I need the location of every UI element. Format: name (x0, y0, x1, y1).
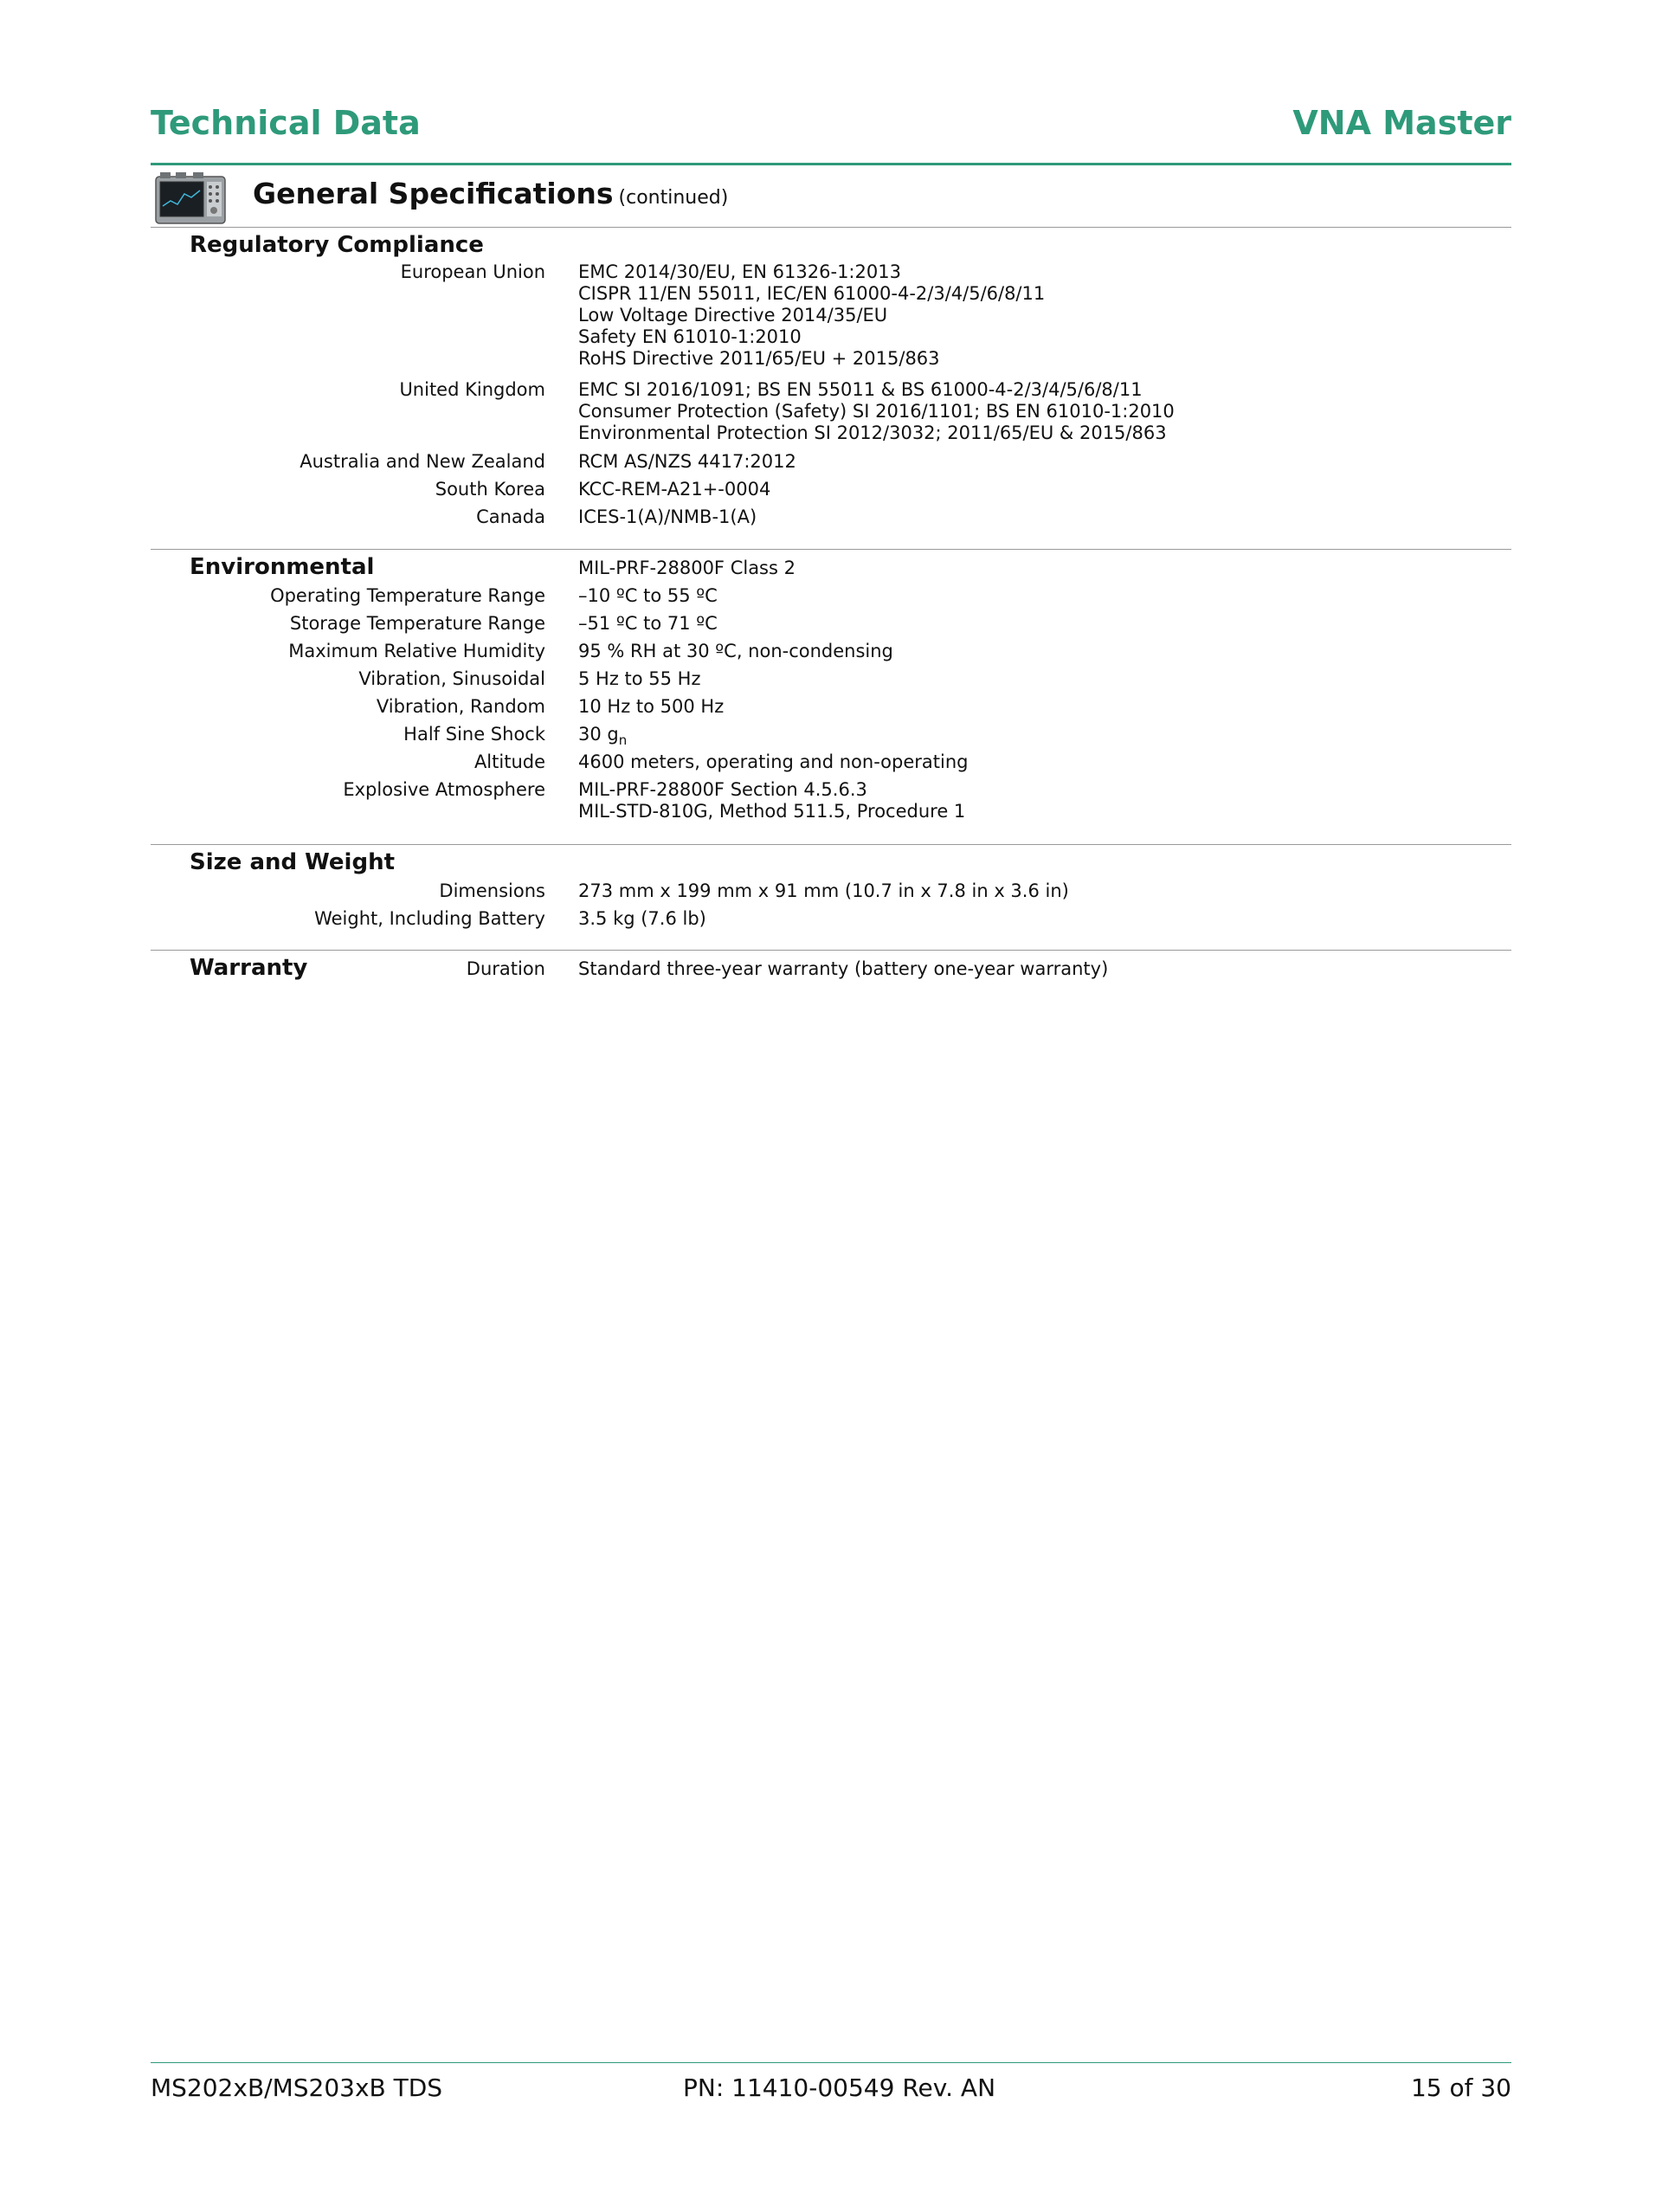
spec-label: Weight, Including Battery (314, 908, 545, 929)
page-footer (151, 2062, 1511, 2115)
spec-label: United Kingdom (399, 379, 545, 400)
value-line: MIL-PRF-28800F Section 4.5.6.3 (578, 779, 867, 800)
value-text: 30 g (578, 724, 619, 745)
spec-value: ICES-1(A)/NMB-1(A) (578, 506, 757, 527)
footer-part-number: PN: 11410-00549 Rev. AN (683, 2073, 996, 2102)
section-title: General Specifications (253, 177, 614, 210)
spec-label: South Korea (435, 479, 545, 500)
spec-value: –51 ºC to 71 ºC (578, 613, 718, 634)
spec-value: 10 Hz to 500 Hz (578, 696, 725, 717)
document-type-title: Technical Data (151, 104, 421, 142)
spec-label: Australia and New Zealand (300, 451, 545, 472)
spec-value (578, 724, 628, 748)
spec-value: KCC-REM-A21+-0004 (578, 479, 771, 500)
size-weight-group (151, 844, 1511, 951)
section-subtitle: (continued) (618, 187, 729, 209)
spec-value: –10 ºC to 55 ºC (578, 585, 718, 606)
spec-label: Half Sine Shock (403, 724, 545, 745)
spec-label: Operating Temperature Range (270, 585, 545, 606)
spec-label: Canada (476, 506, 545, 527)
spec-value (578, 779, 965, 822)
footer-document-id: MS202xB/MS203xB TDS (151, 2073, 443, 2102)
value-line: Safety EN 61010-1:2010 (578, 326, 802, 347)
value-subscript: n (618, 732, 628, 748)
section-heading (151, 170, 1511, 228)
group-title: Regulatory Compliance (190, 232, 484, 258)
spec-value (578, 379, 1175, 444)
spec-label: Maximum Relative Humidity (288, 641, 545, 661)
footer-page-number: 15 of 30 (1410, 2073, 1511, 2102)
product-title: VNA Master (1292, 104, 1511, 142)
spec-label: European Union (400, 261, 545, 282)
spec-label: Explosive Atmosphere (343, 779, 545, 800)
value-line: Low Voltage Directive 2014/35/EU (578, 305, 888, 326)
value-line: RoHS Directive 2011/65/EU + 2015/863 (578, 348, 940, 369)
regulatory-compliance-group (151, 227, 1511, 550)
value-line: Environmental Protection SI 2012/3032; 2011/65/EU & 2015/863 (578, 422, 1167, 443)
value-line: Consumer Protection (Safety) SI 2016/1101; BS EN 61010-1:2010 (578, 401, 1175, 422)
warranty-group (151, 950, 1511, 1002)
value-line: CISPR 11/EN 55011, IEC/EN 61000-4-2/3/4/5/6/8/11 (578, 283, 1046, 304)
spec-value: Standard three-year warranty (battery one-year warranty) (578, 958, 1109, 979)
group-title: Size and Weight (190, 849, 396, 875)
value-line: EMC 2014/30/EU, EN 61326-1:2013 (578, 261, 901, 282)
page-header (151, 102, 1511, 165)
spec-label: Vibration, Sinusoidal (358, 668, 545, 689)
spec-value: 4600 meters, operating and non-operating (578, 751, 969, 772)
spec-value: 95 % RH at 30 ºC, non-condensing (578, 641, 893, 661)
spec-label: Altitude (473, 751, 545, 772)
spec-label: Duration (466, 958, 545, 979)
spec-label: Vibration, Random (376, 696, 545, 717)
group-title: Environmental (190, 554, 375, 580)
instrument-icon (155, 171, 226, 225)
group-title-value: MIL-PRF-28800F Class 2 (578, 558, 796, 578)
environmental-group (151, 549, 1511, 845)
spec-value: 5 Hz to 55 Hz (578, 668, 701, 689)
spec-value: 273 mm x 199 mm x 91 mm (10.7 in x 7.8 in x 3.6 in) (578, 880, 1069, 901)
spec-label: Storage Temperature Range (289, 613, 545, 634)
value-line: EMC SI 2016/1091; BS EN 55011 & BS 61000-4-2/3/4/5/6/8/11 (578, 379, 1143, 400)
spec-value: RCM AS/NZS 4417:2012 (578, 451, 796, 472)
spec-label: Dimensions (439, 880, 545, 901)
spec-value: 3.5 kg (7.6 lb) (578, 908, 706, 929)
group-title: Warranty (190, 955, 308, 981)
value-line: MIL-STD-810G, Method 511.5, Procedure 1 (578, 801, 966, 822)
spec-value (578, 261, 1045, 370)
